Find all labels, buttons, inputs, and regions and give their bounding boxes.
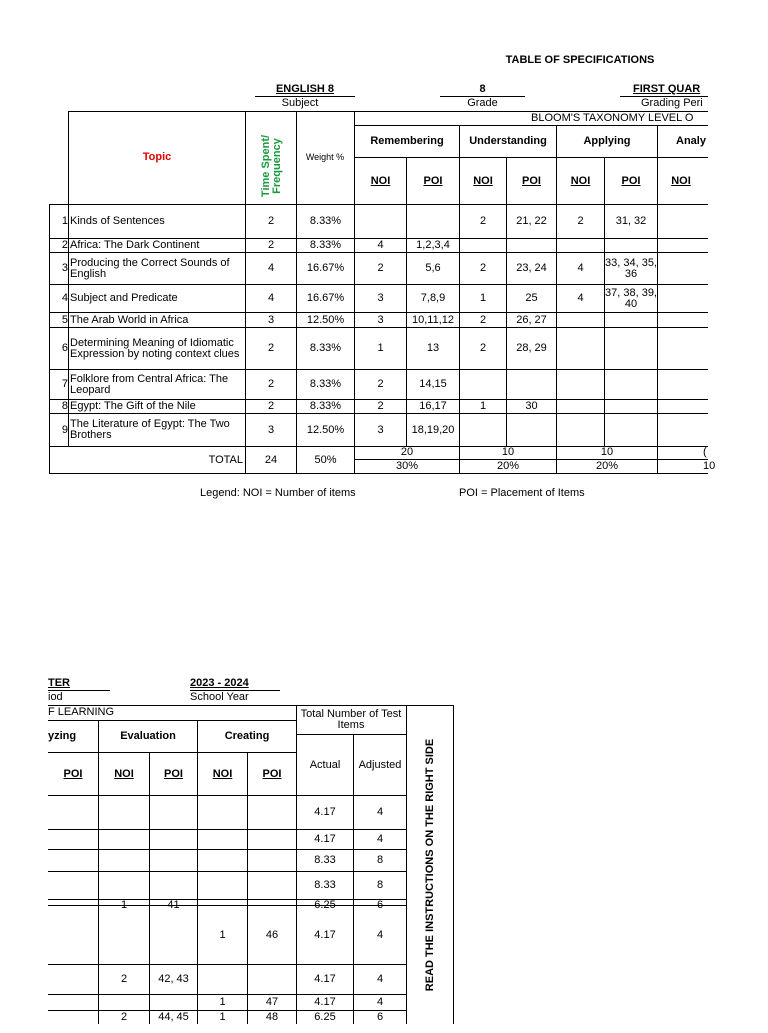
topic-cell: Producing the Correct Sounds of English [70,256,230,280]
topic-header: Topic [142,150,172,163]
total-analyzing-percent: 10 [703,460,716,472]
understanding-noi-cell [460,414,506,446]
understanding-noi-cell: 2 [479,342,487,354]
remembering-poi-cell [407,205,459,238]
legend-noi: Legend: NOI = Number of items [200,486,356,499]
creating-poi-cell: 47 [265,996,279,1008]
remembering-poi-cell: 5,6 [425,262,441,274]
poi-header: POI [621,174,641,187]
adjusted-cell: 4 [376,806,384,818]
noi-header: NOI [671,174,691,187]
time-spent-cell: 2 [267,342,275,354]
remembering-poi-cell: 10,11,12 [411,313,454,326]
remembering-poi-cell: 16,17 [419,400,447,412]
weight-cell: 8.33% [309,342,342,354]
understanding-poi-cell: 25 [525,292,538,304]
weight-cell: 16.67% [306,292,345,304]
total-understanding-count: 10 [501,446,515,458]
topic-cell: Egypt: The Gift of the Nile [70,400,196,412]
understanding-poi-cell [507,414,556,446]
actual-cell: 4.17 [314,833,336,845]
grading-period-value: FIRST QUAR [633,82,701,95]
understanding-poi-cell: 30 [525,400,538,412]
creating-poi-cell [248,830,296,849]
time-spent-cell: 2 [267,215,275,227]
total-time: 24 [264,453,278,466]
applying-noi-cell [557,239,604,252]
applying-poi-cell [605,239,657,252]
applying-poi-cell: 31, 32 [615,215,647,227]
applying-noi-cell [557,328,604,369]
actual-cell: 6.25 [314,1011,336,1023]
applying-poi-cell [605,328,657,369]
understanding-noi-cell: 2 [479,313,487,326]
creating-poi-cell: 46 [265,928,279,941]
remembering-noi-cell: 3 [377,423,384,436]
row-number: 7 [61,378,68,390]
level-remembering: Remembering [370,135,444,147]
actual-cell: 8.33 [314,854,336,866]
weight-cell: 16.67% [306,262,345,274]
time-spent-cell: 2 [267,378,275,390]
remembering-noi-cell: 4 [377,239,384,251]
evaluation-poi-cell [150,995,197,1010]
evaluation-poi-cell [150,830,197,849]
understanding-noi-cell [460,239,506,252]
evaluation-poi-cell [150,796,197,829]
applying-poi-cell [605,313,657,327]
subject-label: Subject [281,96,319,109]
document-title: TABLE OF SPECIFICATIONS [505,53,655,66]
remembering-noi-cell [355,205,406,238]
evaluation-poi-cell: 42, 43 [158,973,189,985]
creating-noi-cell [198,830,247,849]
adjusted-cell: 4 [376,996,384,1008]
understanding-noi-cell: 1 [479,292,487,304]
applying-noi-cell [557,414,604,446]
adjusted-cell: 4 [376,973,384,985]
evaluation-noi-cell [99,830,149,849]
adjusted-cell: 4 [376,928,384,941]
evaluation-noi-cell [99,796,149,829]
applying-poi-cell: 37, 38, 39, 40 [605,286,657,310]
poi-header: POI [164,767,183,780]
instructions-side-note: READ THE INSTRUCTIONS ON THE RIGHT SIDE [423,738,436,992]
noi-header: NOI [212,767,233,780]
grading-period-label-continued: iod [48,690,63,703]
row-number: 6 [61,342,68,354]
actual-cell: 4.17 [314,973,336,985]
noi-header: NOI [473,174,493,187]
total-analyzing-count: ( [703,446,707,458]
creating-noi-cell: 1 [219,1011,226,1023]
topic-cell: Folklore from Central Africa: The Leopard [70,372,229,396]
understanding-noi-cell: 2 [479,262,487,274]
legend-poi: POI = Placement of Items [459,486,585,499]
level-creating: Creating [224,730,270,742]
evaluation-noi-cell [99,850,149,871]
total-remembering-count: 20 [400,446,414,458]
time-spent-cell: 4 [267,292,275,304]
weight-cell: 12.50% [306,423,345,436]
time-spent-cell: 2 [267,400,275,412]
creating-noi-cell [198,796,247,829]
total-weight: 50% [314,453,337,466]
creating-poi-cell [248,965,296,994]
topic-cell: Africa: The Dark Continent [70,239,200,251]
remembering-noi-cell: 2 [377,262,384,274]
actual-cell: 6.25 [314,899,336,911]
level-evaluation: Evaluation [120,730,176,742]
row-number: 5 [61,313,68,326]
topic-cell: Subject and Predicate [70,292,178,304]
row-number: 8 [61,400,68,412]
evaluation-poi-cell [150,906,197,964]
level-analyzing: Analy [676,135,706,147]
weight-cell: 8.33% [309,215,342,227]
evaluation-poi-cell: 44, 45 [158,1011,189,1023]
level-understanding: Understanding [469,135,547,147]
evaluation-noi-cell: 1 [120,899,128,911]
remembering-noi-cell: 1 [377,342,384,354]
adjusted-cell: 8 [376,879,384,891]
applying-poi-cell [605,414,657,446]
adjusted-cell: 4 [376,833,384,845]
understanding-noi-cell [460,370,506,399]
topic-cell: Kinds of Sentences [70,215,165,227]
evaluation-noi-cell [99,872,149,899]
noi-header: NOI [570,174,591,187]
remembering-noi-cell: 2 [377,400,384,412]
creating-noi-cell [198,850,247,871]
time-spent-cell: 4 [267,262,275,274]
weight-cell: 8.33% [309,400,342,412]
noi-header: NOI [370,174,391,187]
remembering-poi-cell: 7,8,9 [420,292,446,304]
understanding-noi-cell: 2 [479,215,487,227]
actual-cell: 4.17 [314,928,336,941]
row-number: 2 [61,239,68,251]
total-label: TOTAL [208,453,243,466]
total-applying-count: 10 [600,446,614,458]
creating-poi-cell [248,796,296,829]
grading-period-value-continued: TER [48,676,70,689]
understanding-poi-cell: 28, 29 [516,342,547,354]
noi-header: NOI [114,767,134,780]
actual-cell: 8.33 [314,879,336,891]
remembering-noi-cell: 2 [377,378,384,390]
evaluation-poi-cell: 41 [167,899,180,911]
adjusted-cell: 8 [376,854,384,866]
remembering-poi-cell: 14,15 [419,378,447,390]
evaluation-poi-cell [150,850,197,871]
applying-noi-cell: 4 [577,292,584,304]
creating-poi-cell: 48 [265,1011,279,1023]
creating-poi-cell [248,850,296,871]
total-items-header: Total Number of Test Items [300,707,402,731]
creating-poi-cell [248,872,296,899]
evaluation-noi-cell [99,995,149,1010]
topic-cell: The Literature of Egypt: The Two Brothers [70,418,230,441]
total-applying-percent: 20% [595,460,619,472]
row-number: 4 [61,292,68,304]
applying-noi-cell [557,370,604,399]
level-analyzing-continued: yzing [48,730,77,742]
applying-noi-cell: 4 [577,262,584,274]
understanding-poi-cell: 26, 27 [516,313,547,326]
evaluation-poi-cell [150,872,197,899]
actual-cell: 4.17 [314,806,336,818]
applying-poi-cell [605,400,657,413]
time-spent-cell: 3 [267,423,275,436]
actual-header: Actual [309,758,341,771]
understanding-poi-cell: 21, 22 [516,215,547,227]
time-spent-header: Time Spent/ Frequency [260,134,283,198]
subject-value: ENGLISH 8 [275,82,335,95]
applying-noi-cell [557,400,604,413]
creating-noi-cell [198,965,247,994]
applying-noi-cell [557,313,604,327]
topic-cell: The Arab World in Africa [70,313,189,326]
understanding-poi-cell: 23, 24 [516,262,547,274]
adjusted-header: Adjusted [358,758,402,771]
actual-cell: 4.17 [314,996,336,1008]
creating-noi-cell: 1 [219,996,226,1008]
time-spent-cell: 2 [267,239,275,251]
row-number: 9 [61,423,68,436]
bloom-header-continued: F LEARNING [48,706,115,718]
school-year-value: 2023 - 2024 [190,676,249,689]
level-applying: Applying [583,135,631,147]
poi-header: POI [262,767,282,780]
weight-cell: 8.33% [309,378,342,390]
understanding-noi-cell: 1 [479,400,487,412]
grade-value: 8 [479,82,486,95]
total-remembering-percent: 30% [395,460,419,472]
grade-label: Grade [467,96,498,109]
remembering-noi-cell: 3 [377,313,384,326]
adjusted-cell: 6 [376,899,384,911]
evaluation-noi-cell: 2 [120,973,128,985]
weight-cell: 8.33% [309,239,342,251]
remembering-poi-cell: 18,19,20 [411,423,455,436]
remembering-poi-cell: 1,2,3,4 [416,239,450,251]
school-year-label: School Year [190,690,249,703]
creating-noi-cell [198,872,247,899]
row-number: 1 [61,215,68,227]
applying-poi-cell [605,370,657,399]
remembering-noi-cell: 3 [377,292,384,304]
evaluation-noi-cell [99,906,149,964]
poi-header: POI [423,174,443,187]
topic-cell: Determining Meaning of Idiomatic Expression by noting context clues [70,336,240,360]
bloom-header: BLOOM'S TAXONOMY LEVEL O [531,112,694,124]
row-number: 3 [61,262,68,274]
understanding-poi-cell [507,370,556,399]
remembering-poi-cell: 13 [426,342,440,354]
evaluation-noi-cell: 2 [120,1011,128,1023]
creating-noi-cell: 1 [219,928,226,941]
adjusted-cell: 6 [376,1011,384,1023]
grading-period-label: Grading Peri [641,96,703,109]
applying-noi-cell: 2 [577,215,584,227]
time-spent-cell: 3 [267,313,275,326]
weight-header: Weight % [305,151,345,162]
applying-poi-cell: 33, 34, 35, 36 [605,256,657,280]
poi-header: POI [63,767,83,780]
understanding-poi-cell [507,239,556,252]
weight-cell: 12.50% [306,313,345,326]
total-understanding-percent: 20% [496,460,520,472]
poi-header: POI [522,174,541,187]
